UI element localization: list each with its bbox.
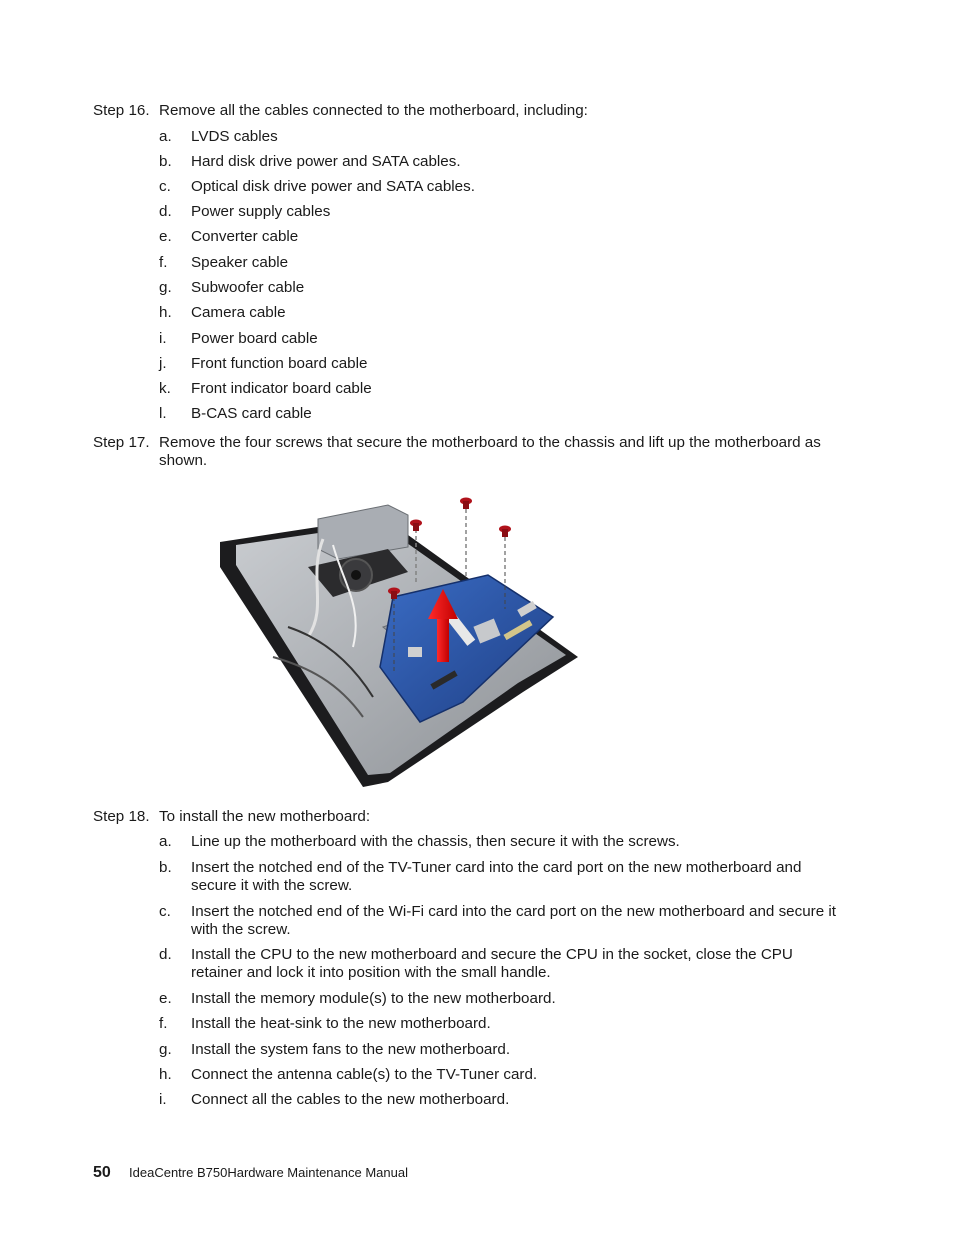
- list-item: [159, 254, 839, 272]
- page-number: 50: [93, 1164, 111, 1181]
- list-item: [159, 355, 839, 373]
- list-item: [159, 903, 839, 939]
- motherboard-figure: [158, 487, 624, 797]
- step-16-label: Step 16.: [93, 102, 150, 119]
- list-item-letter: d.: [159, 946, 172, 963]
- list-item-letter: a.: [159, 128, 172, 145]
- list-item-letter: c.: [159, 178, 171, 195]
- list-item-letter: c.: [159, 903, 171, 920]
- list-item-text: Power supply cables: [191, 203, 331, 220]
- step-17-text: Remove the four screws that secure the motherboard to the chassis and lift up the motherboard as shown.: [159, 434, 821, 469]
- list-item-text: Optical disk drive power and SATA cables.: [191, 178, 475, 195]
- list-item-letter: e.: [159, 990, 172, 1007]
- list-item-letter: f.: [159, 1015, 168, 1032]
- motherboard-removal-illustration-icon: [158, 487, 624, 797]
- list-item: [159, 1015, 839, 1033]
- list-item-text: B-CAS card cable: [191, 405, 312, 422]
- list-item-text: Line up the motherboard with the chassis, then secure it with the screws.: [191, 833, 680, 850]
- list-item-letter: i.: [159, 330, 167, 347]
- page-footer: [93, 1164, 408, 1182]
- list-item-text: Install the heat-sink to the new motherboard.: [191, 1015, 491, 1032]
- list-item: [159, 128, 839, 146]
- list-item-letter: j.: [159, 355, 167, 372]
- step-17-label: Step 17.: [93, 434, 150, 451]
- screw-icon: [499, 526, 511, 538]
- list-item-text: Install the memory module(s) to the new motherboard.: [191, 990, 556, 1007]
- list-item-text: Camera cable: [191, 304, 286, 321]
- list-item-letter: h.: [159, 304, 172, 321]
- list-item-text: Insert the notched end of the Wi-Fi card into the card port on the new motherboard and secure it with the screw.: [191, 903, 836, 938]
- list-item: [159, 153, 839, 171]
- list-item-text: Front indicator board cable: [191, 380, 372, 397]
- list-item: [159, 405, 839, 423]
- manual-title: IdeaCentre B750Hardware Maintenance Manual: [129, 1165, 408, 1180]
- step-18-text: To install the new motherboard:: [159, 808, 371, 825]
- list-item-letter: i.: [159, 1091, 167, 1108]
- list-item: [159, 380, 839, 398]
- list-item-letter: l.: [159, 405, 167, 422]
- list-item: [159, 304, 839, 322]
- list-item-letter: g.: [159, 279, 172, 296]
- list-item: [159, 1066, 839, 1084]
- list-item-letter: f.: [159, 254, 168, 271]
- list-item-letter: h.: [159, 1066, 172, 1083]
- list-item: [159, 1041, 839, 1059]
- list-item: [159, 990, 839, 1008]
- list-item: [159, 946, 839, 982]
- list-item-text: Power board cable: [191, 330, 318, 347]
- list-item: [159, 203, 839, 221]
- step-18: [93, 808, 833, 826]
- list-item: [159, 859, 839, 895]
- list-item-letter: d.: [159, 203, 172, 220]
- list-item-letter: a.: [159, 833, 172, 850]
- list-item: [159, 330, 839, 348]
- list-item-text: Install the system fans to the new motherboard.: [191, 1041, 511, 1058]
- step-16: [93, 102, 833, 120]
- list-item-letter: b.: [159, 153, 172, 170]
- list-item: [159, 178, 839, 196]
- list-item-text: LVDS cables: [191, 128, 278, 145]
- list-item-text: Install the CPU to the new motherboard and secure the CPU in the socket, close the CPU retainer and lock it into position with the small handle.: [191, 946, 793, 981]
- list-item-text: Connect all the cables to the new motherboard.: [191, 1091, 510, 1108]
- screw-icon: [410, 520, 422, 532]
- step-17: [93, 434, 833, 470]
- list-item-letter: b.: [159, 859, 172, 876]
- step-18-label: Step 18.: [93, 808, 150, 825]
- list-item-text: Insert the notched end of the TV-Tuner card into the card port on the new motherboard and secure it with the screw.: [191, 859, 802, 894]
- list-item-text: Connect the antenna cable(s) to the TV-Tuner card.: [191, 1066, 538, 1083]
- list-item-text: Converter cable: [191, 228, 299, 245]
- list-item-letter: e.: [159, 228, 172, 245]
- list-item-letter: k.: [159, 380, 171, 397]
- list-item: [159, 228, 839, 246]
- list-item-letter: g.: [159, 1041, 172, 1058]
- list-item: [159, 1091, 839, 1109]
- list-item-text: Hard disk drive power and SATA cables.: [191, 153, 461, 170]
- list-item-text: Subwoofer cable: [191, 279, 305, 296]
- list-item: [159, 279, 839, 297]
- list-item-text: Front function board cable: [191, 355, 368, 372]
- screw-icon: [460, 498, 472, 510]
- list-item-text: Speaker cable: [191, 254, 289, 271]
- step-16-text: Remove all the cables connected to the motherboard, including:: [159, 102, 588, 119]
- list-item: [159, 833, 839, 851]
